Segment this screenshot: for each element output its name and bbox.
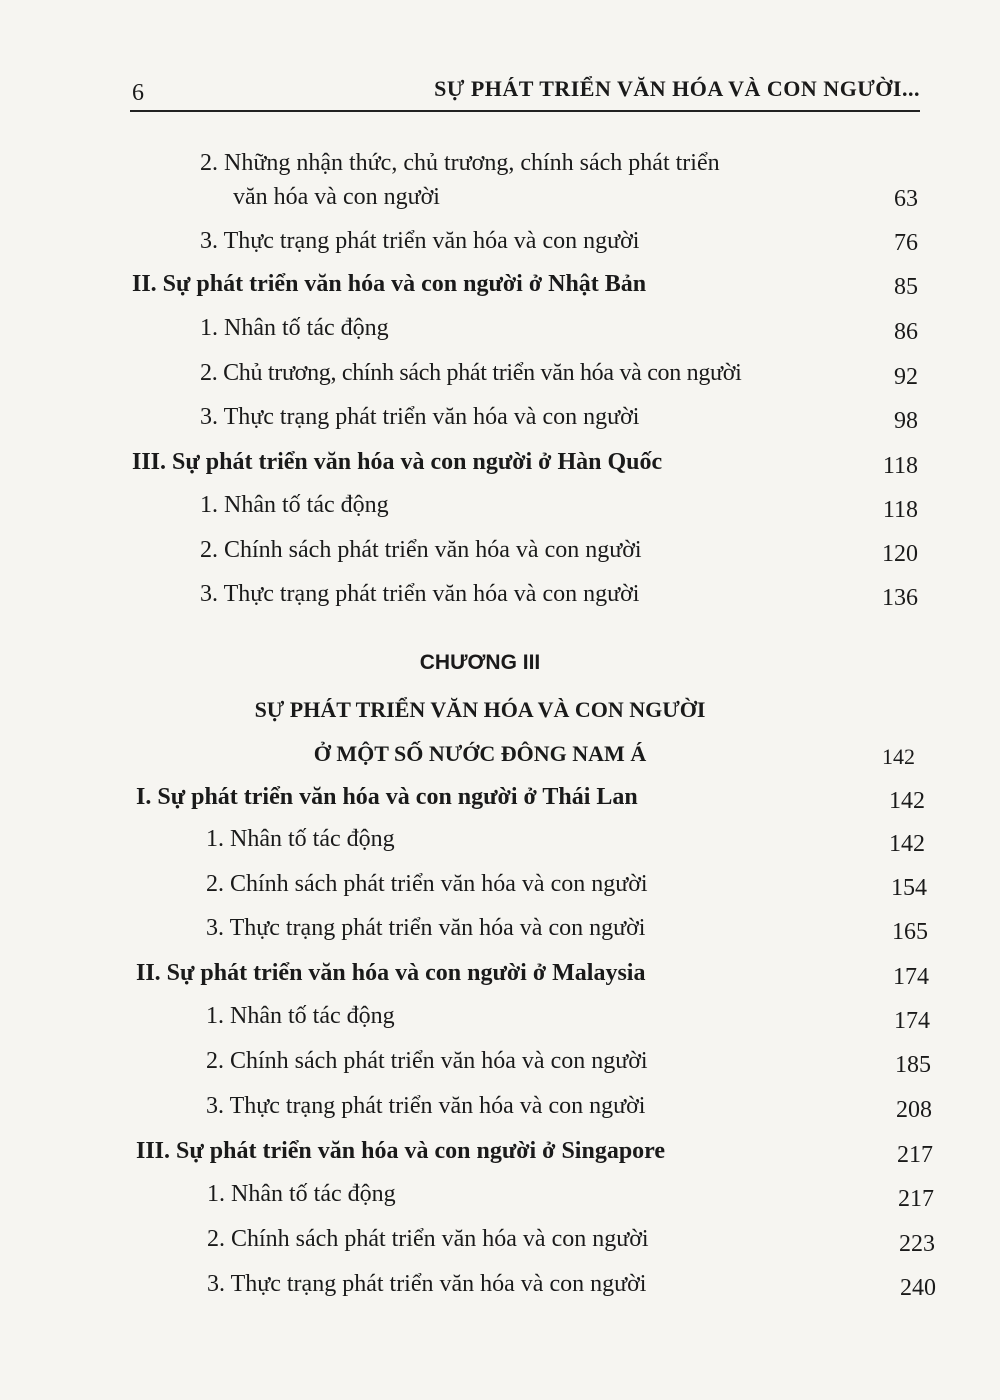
toc-entry-page: 154	[891, 875, 927, 901]
toc-entry-page: 118	[882, 453, 918, 479]
toc-entry-page: 92	[894, 364, 918, 390]
toc-entry-page: 76	[894, 230, 918, 256]
toc-entry-page: 120	[882, 541, 918, 567]
toc-entry-text: 2. Những nhận thức, chủ trương, chính sách phát triển	[200, 150, 720, 176]
toc-entry-page: 86	[894, 319, 918, 345]
toc-entry-text: 3. Thực trạng phát triển văn hóa và con người	[200, 581, 640, 607]
toc-section-title: II. Sự phát triển văn hóa và con người ở Malaysia	[136, 960, 646, 986]
running-title: SỰ PHÁT TRIỂN VĂN HÓA VÀ CON NGƯỜI...	[434, 76, 920, 101]
toc-section-title: III. Sự phát triển văn hóa và con người ở Hàn Quốc	[132, 449, 663, 475]
toc-entry-page: 63	[894, 186, 918, 212]
page-header	[130, 70, 920, 112]
toc-entry-text: 3. Thực trạng phát triển văn hóa và con người	[207, 1271, 647, 1297]
chapter-page: 142	[882, 744, 915, 769]
toc-entry-text: 2. Chính sách phát triển văn hóa và con người	[206, 1048, 648, 1074]
toc-entry-text: 1. Nhân tố tác động	[206, 826, 395, 852]
toc-entry-text: 1. Nhân tố tác động	[200, 492, 389, 518]
toc-entry-text: 3. Thực trạng phát triển văn hóa và con người	[200, 228, 640, 254]
toc-entry-text: văn hóa và con người	[233, 184, 440, 210]
toc-entry-page: 165	[892, 919, 928, 945]
toc-entry-page: 98	[894, 408, 918, 434]
toc-entry-page: 142	[889, 831, 925, 857]
toc-entry-page: 240	[900, 1275, 936, 1301]
toc-entry-page: 142	[889, 788, 925, 814]
toc-entry-page: 85	[894, 274, 918, 300]
toc-section-title: I. Sự phát triển văn hóa và con người ở Thái Lan	[136, 784, 638, 810]
toc-entry-page: 174	[893, 964, 929, 990]
toc-entry-page: 217	[897, 1142, 933, 1168]
toc-entry-page: 174	[894, 1008, 930, 1034]
toc-entry-text: 1. Nhân tố tác động	[200, 315, 389, 341]
toc-entry-page: 217	[898, 1186, 934, 1212]
toc-entry-page: 208	[896, 1097, 932, 1123]
toc-entry-page: 118	[882, 497, 918, 523]
toc-entry-text: 2. Chính sách phát triển văn hóa và con người	[206, 871, 648, 897]
toc-entry-text: 3. Thực trạng phát triển văn hóa và con người	[206, 915, 646, 941]
toc-entry-text: 2. Chính sách phát triển văn hóa và con người	[207, 1226, 649, 1252]
toc-entry-page: 136	[882, 585, 918, 611]
toc-entry-text: 3. Thực trạng phát triển văn hóa và con người	[206, 1093, 646, 1119]
toc-entry-text: 2. Chính sách phát triển văn hóa và con người	[200, 537, 642, 563]
chapter-title-line2: Ở MỘT SỐ NƯỚC ĐÔNG NAM Á	[313, 741, 647, 766]
toc-entry-page: 223	[899, 1231, 935, 1257]
toc-entry-text: 3. Thực trạng phát triển văn hóa và con người	[200, 404, 640, 430]
chapter-title-line1: SỰ PHÁT TRIỂN VĂN HÓA VÀ CON NGƯỜI	[254, 697, 706, 722]
toc-section-title: II. Sự phát triển văn hóa và con người ở Nhật Bản	[132, 271, 647, 297]
toc-entry-text: 1. Nhân tố tác động	[207, 1181, 396, 1207]
toc-section-title: III. Sự phát triển văn hóa và con người ở Singapore	[136, 1138, 666, 1164]
chapter-label: CHƯƠNG III	[419, 651, 541, 674]
toc-entry-text: 2. Chủ trương, chính sách phát triển văn hóa và con người	[200, 360, 742, 386]
page-number: 6	[132, 80, 144, 106]
toc-entry-page: 185	[895, 1052, 931, 1078]
toc-entry-text: 1. Nhân tố tác động	[206, 1003, 395, 1029]
